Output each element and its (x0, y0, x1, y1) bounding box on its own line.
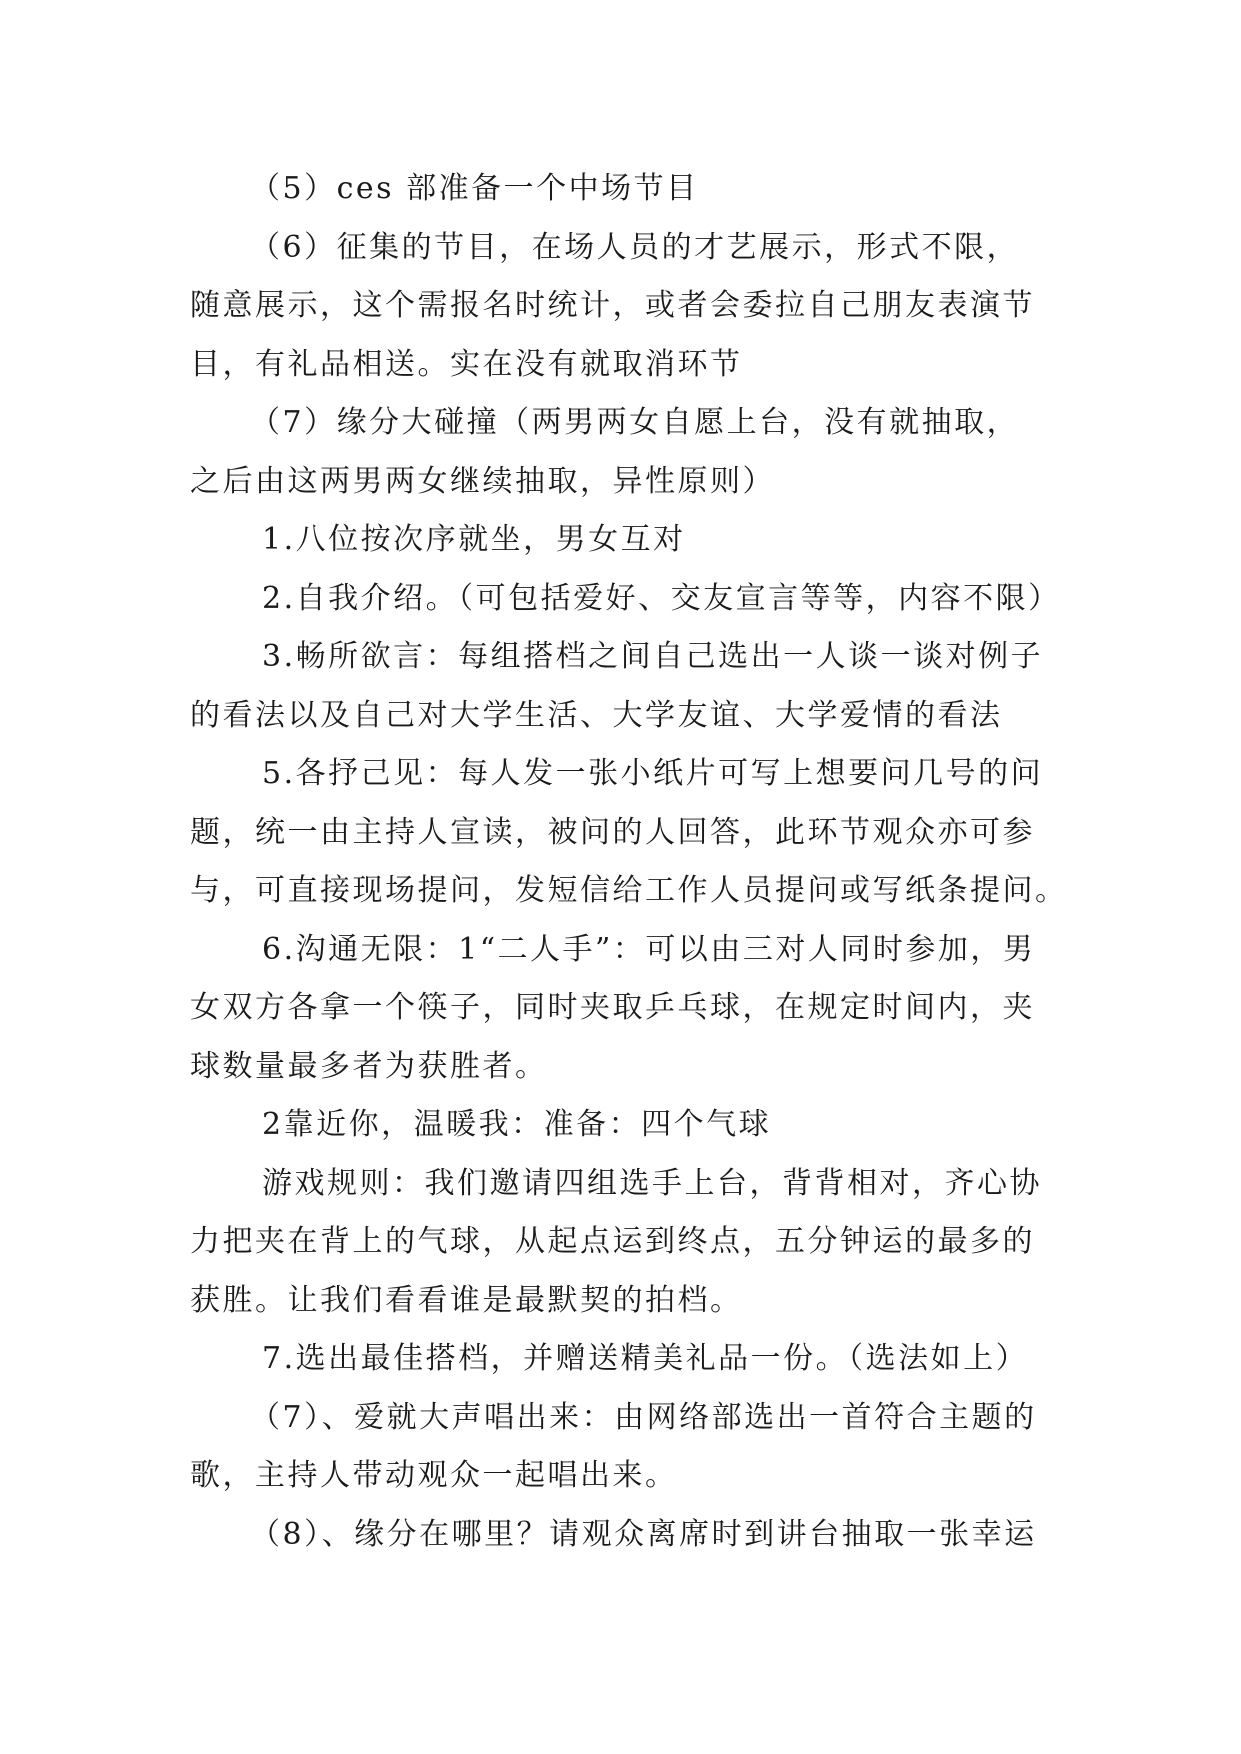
paragraph-line: 题，统一由主持人宣读，被问的人回答，此环节观众亦可参 (190, 814, 1035, 850)
paragraph-line: 目，有礼品相送。实在没有就取消环节 (190, 346, 743, 382)
paragraph-line: 的看法以及自己对大学生活、大学友谊、大学爱情的看法 (190, 697, 1003, 733)
paragraph-line: 与，可直接现场提问，发短信给工作人员提问或写纸条提问。 (190, 873, 1068, 908)
paragraph-line: （6）征集的节目，在场人员的才艺展示，形式不限， (250, 229, 1020, 265)
paragraph-line: 歌，主持人带动观众一起唱出来。 (190, 1458, 678, 1493)
paragraph-line: 女双方各拿一个筷子，同时夹取乒乓球，在规定时间内，夹 (190, 990, 1035, 1025)
document-body (190, 160, 1070, 1564)
paragraph-line: 球数量最多者为获胜者。 (190, 1048, 548, 1084)
paragraph-line: 获胜。让我们看看谁是最默契的拍档。 (190, 1282, 743, 1318)
paragraph-line: 随意展示，这个需报名时统计，或者会委拉自己朋友表演节 (190, 288, 1035, 323)
paragraph-line: （7）缘分大碰撞（两男两女自愿上台，没有就抽取， (250, 405, 1020, 440)
paragraph-line: 2.自我介绍。（可包括爱好、交友宣言等等，内容不限） (262, 580, 1061, 616)
paragraph-line: 6.沟通无限：1“二人手”：可以由三对人同时参加，男 (262, 931, 1036, 967)
paragraph-line: 2靠近你，温暖我：准备：四个气球 (262, 1107, 772, 1142)
paragraph-line: 3.畅所欲言：每组搭档之间自己选出一人谈一谈对例子 (262, 639, 1044, 674)
paragraph-line: 游戏规则：我们邀请四组选手上台，背背相对，齐心协 (262, 1165, 1042, 1201)
paragraph-line: 7.选出最佳搭档，并赠送精美礼品一份。（选法如上） (262, 1341, 1029, 1376)
paragraph-line: （5）ces 部准备一个中场节目 (250, 171, 699, 206)
paragraph-line: 5.各抒己见：每人发一张小纸片可写上想要问几号的问 (262, 756, 1044, 791)
paragraph-line: （8）、缘分在哪里？请观众离席时到讲台抽取一张幸运 (250, 1516, 1037, 1552)
paragraph-line: 之后由这两男两女继续抽取，异性原则） (190, 463, 775, 499)
paragraph-line: （7）、爱就大声唱出来：由网络部选出一首符合主题的 (250, 1399, 1037, 1435)
paragraph-line: 力把夹在背上的气球，从起点运到终点，五分钟运的最多的 (190, 1224, 1035, 1259)
paragraph-line: 1.八位按次序就坐，男女互对 (262, 522, 686, 557)
